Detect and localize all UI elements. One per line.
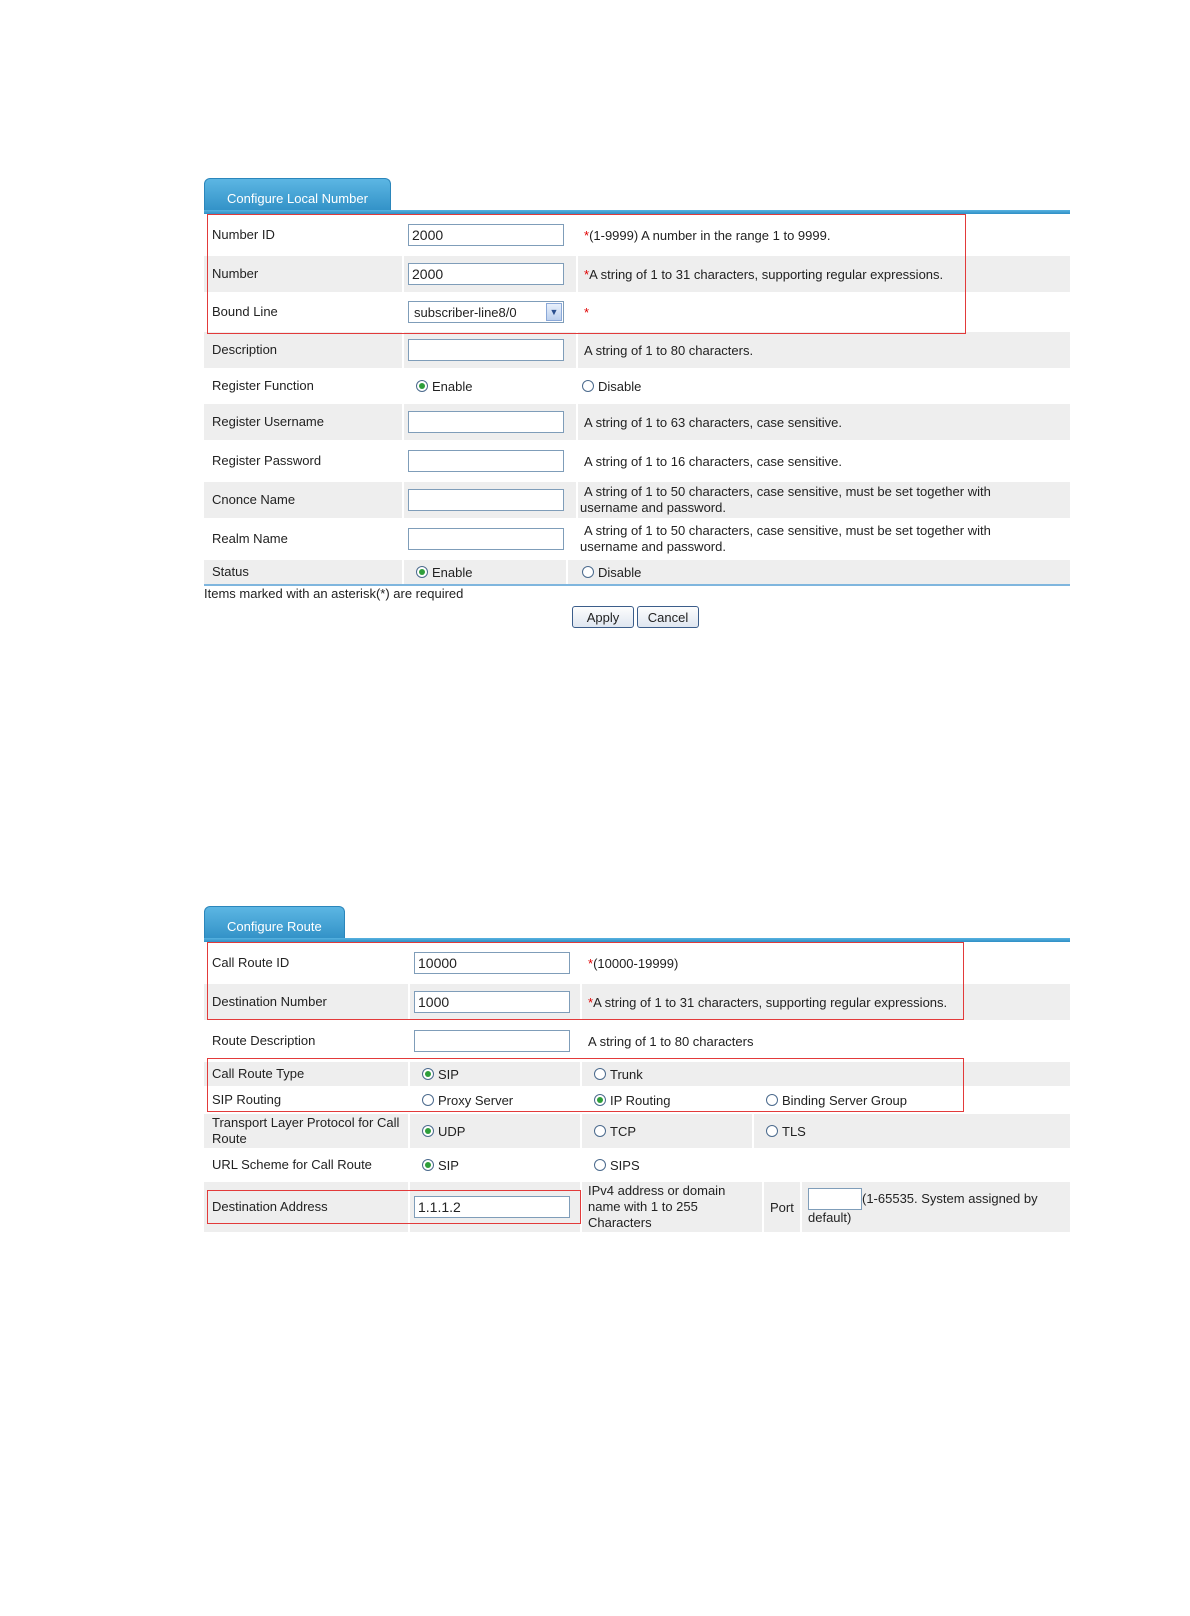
realm-hint-line1: A string of 1 to 50 characters, case sensitive, must be set together with [584,523,991,538]
call-route-type-trunk-option[interactable] [594,1062,643,1086]
number-hint-text: A string of 1 to 31 characters, supporting regular expressions. [589,266,944,282]
row-destination-number [204,982,1070,1020]
sip-routing-proxy-label: Proxy Server [438,1092,514,1108]
radio-icon[interactable] [766,1125,778,1137]
number-id-hint [584,216,830,254]
radio-selected-icon[interactable] [416,380,428,392]
number-id-input[interactable]: 2000 [408,224,564,246]
number-input[interactable]: 2000 [408,263,564,285]
bound-line-select[interactable] [408,301,564,323]
radio-icon[interactable] [422,1094,434,1106]
description-label: Description [212,342,278,357]
call-route-id-input[interactable]: 10000 [414,952,570,974]
radio-icon[interactable] [594,1159,606,1171]
row-url-scheme [204,1148,1070,1180]
row-cnonce-name [204,480,1070,518]
row-register-password [204,440,1070,480]
chevron-down-icon[interactable]: ▼ [546,303,562,321]
register-username-label: Register Username [212,414,324,429]
route-panel [204,906,1070,1232]
route-description-hint: A string of 1 to 80 characters [588,1033,754,1049]
destination-address-label: Destination Address [212,1199,328,1214]
row-destination-address [204,1180,1070,1232]
transport-protocol-label [208,1114,408,1148]
realm-name-label: Realm Name [212,531,288,546]
sip-routing-ip-option[interactable] [594,1088,670,1112]
radio-selected-icon[interactable] [422,1125,434,1137]
destination-number-input[interactable]: 1000 [414,991,570,1013]
description-hint: A string of 1 to 80 characters. [584,342,754,358]
number-label: Number [212,266,259,281]
status-enable-option[interactable] [416,560,472,584]
destination-address-input[interactable]: 1.1.1.2 [414,1196,570,1218]
transport-udp-label: UDP [438,1123,466,1139]
radio-icon[interactable] [594,1068,606,1080]
row-call-route-id [204,942,1070,982]
call-route-type-sip-option[interactable] [422,1062,459,1086]
radio-selected-icon[interactable] [594,1094,606,1106]
route-tab-strip [204,906,1070,942]
port-hint-line2: default) [808,1210,852,1225]
radio-icon[interactable] [582,380,594,392]
realm-name-hint [580,520,991,558]
bound-line-value: subscriber-line8/0 [414,304,517,320]
row-route-description [204,1020,1070,1060]
register-function-label: Register Function [212,378,314,393]
row-transport-protocol [204,1112,1070,1148]
radio-icon[interactable] [582,566,594,578]
url-scheme-sip-label: SIP [438,1157,459,1173]
bound-line-label: Bound Line [212,304,278,319]
required-mark: * [584,227,590,243]
destination-hint-line2: name with 1 to 255 [588,1199,698,1214]
transport-udp-option[interactable] [422,1114,465,1148]
row-call-route-type [204,1060,1070,1086]
register-username-hint: A string of 1 to 63 characters, case sensitive. [584,414,842,430]
sip-routing-binding-label: Binding Server Group [782,1092,908,1108]
destination-number-hint-text: A string of 1 to 31 characters, supporting regular expressions. [593,994,948,1010]
cnonce-name-input[interactable] [408,489,564,511]
url-scheme-label: URL Scheme for Call Route [212,1157,372,1172]
register-function-enable-label: Enable [432,378,473,394]
call-route-id-label: Call Route ID [212,955,290,970]
transport-tcp-option[interactable] [594,1114,636,1148]
url-scheme-sips-option[interactable] [594,1150,640,1180]
cnonce-name-label: Cnonce Name [212,492,296,507]
url-scheme-sips-label: SIPS [610,1157,640,1173]
row-status [204,558,1070,584]
destination-address-hint [588,1182,725,1232]
row-register-function [204,368,1070,402]
number-hint [584,256,943,292]
register-password-input[interactable] [408,450,564,472]
call-route-id-hint [588,944,678,982]
destination-hint-line1: IPv4 address or domain [588,1183,726,1198]
sip-routing-label: SIP Routing [212,1092,282,1107]
cnonce-name-hint [580,482,991,518]
radio-selected-icon[interactable] [416,566,428,578]
local-number-tab-strip [204,178,1070,214]
cancel-button[interactable]: Cancel [637,606,699,628]
register-function-enable-option[interactable] [416,370,472,402]
row-bound-line [204,292,1070,330]
call-route-id-hint-text: (10000-19999) [593,955,679,971]
route-description-input[interactable] [414,1030,570,1052]
route-description-label: Route Description [212,1033,316,1048]
required-mark: * [584,304,590,320]
transport-label-line1: Transport Layer Protocol for Call [212,1115,400,1130]
cnonce-hint-line2: username and password. [580,500,726,515]
row-number [204,254,1070,292]
register-password-label: Register Password [212,453,322,468]
cnonce-hint-line1: A string of 1 to 50 characters, case sensitive, must be set together with [584,484,991,499]
radio-selected-icon[interactable] [422,1068,434,1080]
row-description [204,330,1070,368]
required-mark: * [584,266,590,282]
row-register-username [204,402,1070,440]
radio-selected-icon[interactable] [422,1159,434,1171]
number-id-hint-text: (1-9999) A number in the range 1 to 9999. [589,227,831,243]
destination-number-hint [588,984,947,1020]
description-input[interactable] [408,339,564,361]
number-id-label: Number ID [212,227,275,242]
tab-configure-route[interactable]: Configure Route [204,906,345,941]
required-mark: * [588,955,594,971]
row-realm-name [204,518,1070,558]
realm-name-input[interactable] [408,528,564,550]
status-label: Status [212,564,249,579]
radio-icon[interactable] [766,1094,778,1106]
call-route-type-label: Call Route Type [212,1066,305,1081]
sip-routing-ip-label: IP Routing [610,1092,671,1108]
status-disable-option[interactable] [582,560,641,584]
register-username-input[interactable] [408,411,564,433]
status-disable-label: Disable [598,564,642,580]
required-mark: * [588,994,594,1010]
realm-hint-line2: username and password. [580,539,726,554]
local-number-form [204,214,1070,586]
transport-tls-option[interactable] [766,1114,806,1148]
register-function-disable-option[interactable] [582,370,641,402]
route-form [204,942,1070,1232]
row-sip-routing [204,1086,1070,1112]
port-hint-line1: (1-65535. System assigned by [862,1191,1038,1206]
sip-routing-binding-option[interactable] [766,1088,907,1112]
transport-tls-label: TLS [782,1123,806,1139]
status-enable-label: Enable [432,564,473,580]
register-password-hint: A string of 1 to 16 characters, case sensitive. [584,453,842,469]
radio-icon[interactable] [594,1125,606,1137]
port-field-group [808,1182,1038,1232]
sip-routing-proxy-option[interactable] [422,1088,513,1112]
local-number-panel [204,178,1070,625]
row-number-id [204,214,1070,254]
call-route-type-trunk-label: Trunk [610,1066,643,1082]
transport-label-line2: Route [212,1131,247,1146]
port-input[interactable] [808,1188,862,1210]
destination-number-label: Destination Number [212,994,327,1009]
apply-button[interactable]: Apply [572,606,634,628]
transport-tcp-label: TCP [610,1123,636,1139]
call-route-type-sip-label: SIP [438,1066,459,1082]
port-label: Port [770,1199,794,1215]
tab-configure-local-number[interactable]: Configure Local Number [204,178,391,213]
register-function-disable-label: Disable [598,378,642,394]
required-footnote: Items marked with an asterisk(*) are required [204,586,464,601]
destination-hint-line3: Characters [588,1215,652,1230]
url-scheme-sip-option[interactable] [422,1150,459,1180]
